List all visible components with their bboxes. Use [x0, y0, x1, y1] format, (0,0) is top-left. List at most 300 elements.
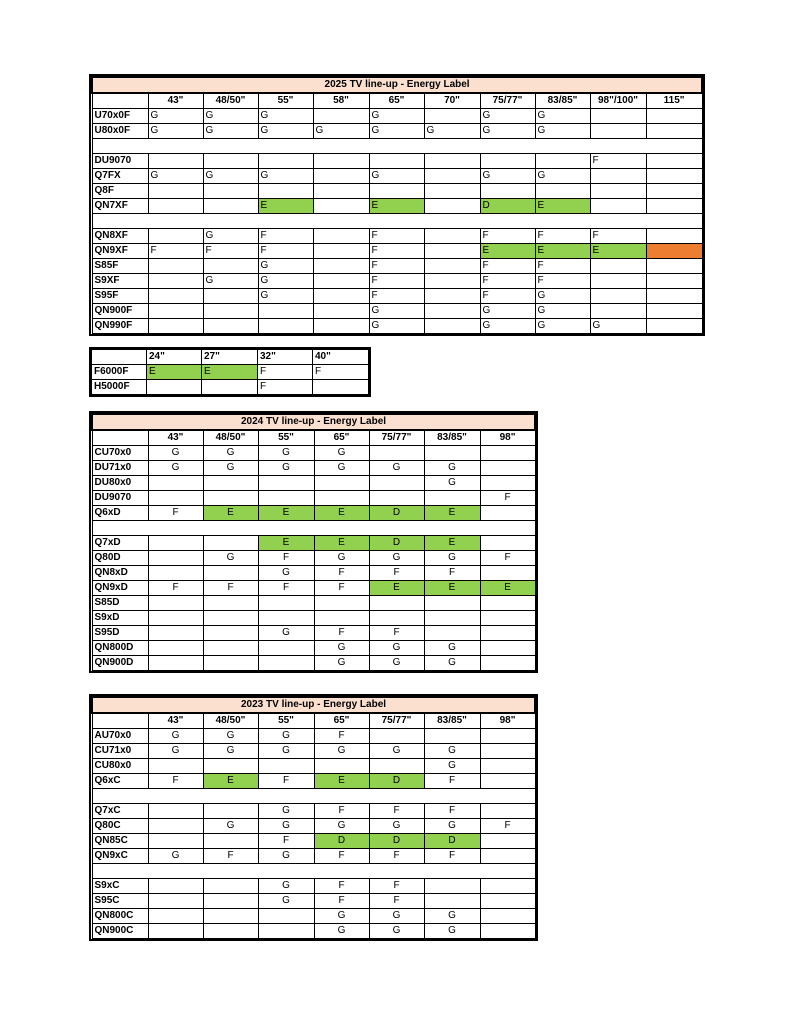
model-name: Q80D: [92, 551, 148, 566]
energy-class-cell: F: [314, 729, 369, 744]
separator-cell: [92, 521, 535, 536]
energy-class-cell: [480, 611, 535, 626]
energy-class-cell: [148, 304, 203, 319]
energy-class-cell: F: [480, 229, 535, 244]
separator-row: [92, 139, 702, 154]
table-row: [92, 274, 702, 289]
energy-class-cell: G: [258, 849, 314, 864]
energy-class-cell: [369, 446, 424, 461]
energy-class-cell: F: [258, 551, 314, 566]
model-name: QN8xD: [92, 566, 148, 581]
energy-class-cell: [424, 626, 480, 641]
energy-class-cell: F: [369, 244, 424, 259]
energy-class-cell: [313, 289, 369, 304]
energy-class-cell: [424, 289, 480, 304]
table-row: [92, 656, 535, 671]
energy-class-cell: E: [369, 199, 424, 214]
model-name: Q6xC: [92, 774, 148, 789]
energy-class-cell: G: [535, 169, 590, 184]
energy-class-cell: [203, 656, 258, 671]
energy-class-cell: G: [424, 124, 480, 139]
energy-class-cell: D: [369, 774, 424, 789]
energy-class-cell: G: [148, 446, 203, 461]
energy-class-cell: [148, 656, 203, 671]
energy-class-cell: [424, 894, 480, 909]
energy-class-cell: G: [369, 551, 424, 566]
energy-class-cell: [313, 244, 369, 259]
energy-class-cell: [314, 596, 369, 611]
energy-class-cell: [590, 304, 646, 319]
energy-class-cell: G: [258, 289, 313, 304]
model-name: QN9xC: [92, 849, 148, 864]
energy-class-cell: [313, 154, 369, 169]
energy-class-cell: [480, 834, 535, 849]
energy-class-cell: F: [369, 804, 424, 819]
energy-class-cell: [313, 380, 369, 395]
energy-class-cell: [313, 319, 369, 334]
energy-class-cell: G: [424, 819, 480, 834]
model-name: DU9070: [92, 154, 148, 169]
energy-class-cell: [369, 759, 424, 774]
energy-class-cell: E: [314, 774, 369, 789]
energy-class-cell: G: [148, 849, 203, 864]
energy-class-cell: G: [258, 819, 314, 834]
energy-class-cell: [203, 641, 258, 656]
energy-class-cell: G: [424, 924, 480, 939]
column-header: 70": [424, 93, 480, 109]
energy-class-cell: F: [258, 834, 314, 849]
energy-class-cell: [313, 259, 369, 274]
energy-class-cell: G: [258, 169, 313, 184]
table-row: [92, 259, 702, 274]
energy-class-cell: G: [314, 461, 369, 476]
column-header: 43": [148, 430, 203, 446]
energy-class-cell: [203, 154, 258, 169]
model-name: QN900C: [92, 924, 148, 939]
energy-class-cell: F: [314, 879, 369, 894]
energy-class-cell: G: [203, 124, 258, 139]
energy-class-cell: G: [258, 109, 313, 124]
energy-class-cell: F: [535, 274, 590, 289]
energy-class-cell: G: [258, 626, 314, 641]
table-row: [92, 774, 535, 789]
table-row: [92, 491, 535, 506]
energy-class-cell: [148, 551, 203, 566]
model-name: S85D: [92, 596, 148, 611]
energy-class-cell: F: [590, 229, 646, 244]
energy-class-cell: [313, 229, 369, 244]
model-name: DU9070: [92, 491, 148, 506]
energy-class-cell: F: [480, 274, 535, 289]
model-name: QN9xD: [92, 581, 148, 596]
energy-class-cell: G: [590, 319, 646, 334]
energy-class-cell: [313, 109, 369, 124]
energy-class-cell: F: [590, 154, 646, 169]
energy-class-cell: [480, 506, 535, 521]
energy-class-cell: [590, 259, 646, 274]
energy-class-cell: G: [258, 744, 314, 759]
energy-class-cell: [203, 304, 258, 319]
energy-class-cell: G: [148, 169, 203, 184]
energy-class-cell: [424, 446, 480, 461]
energy-class-cell: E: [480, 244, 535, 259]
table-row: [92, 581, 535, 596]
energy-class-cell: E: [258, 199, 313, 214]
energy-class-cell: G: [535, 109, 590, 124]
table-row: [92, 924, 535, 939]
energy-class-cell: [148, 229, 203, 244]
energy-class-cell: F: [369, 849, 424, 864]
energy-class-cell: [480, 461, 535, 476]
energy-class-cell: [203, 804, 258, 819]
energy-class-cell: F: [369, 566, 424, 581]
energy-class-cell: [148, 909, 203, 924]
energy-class-cell: [203, 924, 258, 939]
energy-class-cell: G: [148, 744, 203, 759]
energy-class-cell: F: [369, 274, 424, 289]
energy-class-cell: E: [424, 536, 480, 551]
energy-class-cell: G: [535, 289, 590, 304]
energy-class-cell: G: [424, 461, 480, 476]
energy-class-cell: E: [202, 365, 258, 380]
energy-class-cell: [203, 289, 258, 304]
energy-class-cell: [369, 154, 424, 169]
table-row: [92, 319, 702, 334]
energy-class-cell: F: [535, 229, 590, 244]
energy-class-cell: [148, 641, 203, 656]
energy-class-cell: [535, 154, 590, 169]
energy-class-cell: [148, 759, 203, 774]
model-name: S9XF: [92, 274, 148, 289]
energy-class-cell: F: [314, 581, 369, 596]
table-row: [92, 729, 535, 744]
model-name: Q7xD: [92, 536, 148, 551]
table-row: [92, 380, 369, 395]
energy-class-cell: [424, 611, 480, 626]
energy-class-cell: [480, 446, 535, 461]
energy-class-cell: G: [258, 879, 314, 894]
energy-class-cell: E: [369, 581, 424, 596]
energy-class-cell: F: [424, 849, 480, 864]
model-name: CU71x0: [92, 744, 148, 759]
energy-class-cell: [203, 319, 258, 334]
energy-class-cell: [148, 154, 203, 169]
model-name: H5000F: [92, 380, 147, 395]
table-row: [92, 536, 535, 551]
column-header: 75/77": [480, 93, 535, 109]
energy-class-cell: G: [203, 744, 258, 759]
energy-class-cell: D: [369, 506, 424, 521]
energy-class-cell: [148, 566, 203, 581]
energy-class-cell: G: [258, 461, 314, 476]
energy-class-cell: [258, 476, 314, 491]
energy-class-cell: G: [369, 924, 424, 939]
energy-class-cell: G: [424, 641, 480, 656]
energy-class-cell: [480, 759, 535, 774]
separator-cell: [92, 789, 535, 804]
model-name: Q7FX: [92, 169, 148, 184]
energy-class-cell: [148, 924, 203, 939]
energy-class-cell: [147, 380, 202, 395]
energy-class-cell: [258, 611, 314, 626]
energy-class-cell: [646, 244, 702, 259]
energy-class-cell: [148, 199, 203, 214]
model-name: S85F: [92, 259, 148, 274]
energy-class-cell: E: [314, 506, 369, 521]
energy-table-2: [91, 413, 536, 671]
energy-class-cell: G: [369, 744, 424, 759]
energy-class-cell: E: [203, 774, 258, 789]
table-row: [92, 611, 535, 626]
energy-class-cell: F: [258, 774, 314, 789]
energy-class-cell: [203, 909, 258, 924]
energy-class-cell: D: [369, 834, 424, 849]
model-name: CU70x0: [92, 446, 148, 461]
energy-table-3: [91, 696, 536, 939]
model-name: CU80x0: [92, 759, 148, 774]
column-header: 75/77": [369, 430, 424, 446]
table-title: 2025 TV line-up - Energy Label: [92, 77, 702, 93]
energy-class-cell: [646, 199, 702, 214]
energy-class-cell: F: [148, 581, 203, 596]
model-name: S95F: [92, 289, 148, 304]
table-row: [92, 551, 535, 566]
separator-row: [92, 521, 535, 536]
energy-class-cell: G: [314, 744, 369, 759]
energy-class-cell: [590, 109, 646, 124]
energy-class-cell: F: [148, 244, 203, 259]
separator-row: [92, 214, 702, 229]
energy-class-cell: [590, 199, 646, 214]
energy-class-cell: [480, 184, 535, 199]
energy-class-cell: [203, 259, 258, 274]
energy-class-cell: E: [424, 506, 480, 521]
energy-class-cell: E: [203, 506, 258, 521]
model-name: QN8XF: [92, 229, 148, 244]
energy-class-cell: D: [369, 536, 424, 551]
energy-class-cell: [480, 894, 535, 909]
energy-class-cell: [258, 909, 314, 924]
table-row: [92, 744, 535, 759]
column-header: 27": [202, 350, 258, 365]
energy-class-cell: [480, 849, 535, 864]
energy-class-cell: F: [258, 581, 314, 596]
table-row: [92, 894, 535, 909]
table-row: [92, 446, 535, 461]
energy-class-cell: [480, 774, 535, 789]
energy-class-cell: D: [480, 199, 535, 214]
energy-class-cell: [203, 476, 258, 491]
energy-class-cell: F: [424, 566, 480, 581]
column-header: 48/50": [203, 93, 258, 109]
column-header: 55": [258, 430, 314, 446]
energy-class-cell: F: [314, 849, 369, 864]
energy-class-cell: [148, 894, 203, 909]
energy-class-cell: [424, 491, 480, 506]
table-row: [92, 289, 702, 304]
energy-class-cell: [424, 184, 480, 199]
energy-class-cell: G: [203, 109, 258, 124]
energy-class-cell: G: [203, 229, 258, 244]
model-name: QN900D: [92, 656, 148, 671]
column-header: 65": [369, 93, 424, 109]
table-row: [92, 304, 702, 319]
energy-class-cell: E: [424, 581, 480, 596]
energy-class-cell: G: [203, 819, 258, 834]
energy-class-cell: F: [258, 229, 313, 244]
energy-class-cell: G: [258, 446, 314, 461]
table-row: [92, 184, 702, 199]
energy-class-cell: E: [590, 244, 646, 259]
table-row: [92, 461, 535, 476]
energy-class-cell: [203, 536, 258, 551]
column-header: 115": [646, 93, 702, 109]
energy-class-cell: E: [147, 365, 202, 380]
energy-class-cell: G: [314, 656, 369, 671]
energy-class-cell: [258, 491, 314, 506]
energy-class-cell: [313, 184, 369, 199]
energy-class-cell: [148, 536, 203, 551]
energy-class-cell: G: [258, 729, 314, 744]
energy-class-cell: [590, 289, 646, 304]
energy-class-cell: [480, 656, 535, 671]
column-header: 40": [313, 350, 369, 365]
energy-class-cell: [646, 109, 702, 124]
energy-class-cell: F: [258, 244, 313, 259]
column-header: [92, 713, 148, 729]
column-header: 55": [258, 713, 314, 729]
model-name: S95C: [92, 894, 148, 909]
energy-class-cell: [314, 611, 369, 626]
energy-class-cell: F: [203, 849, 258, 864]
separator-cell: [92, 139, 702, 154]
table-row: [92, 804, 535, 819]
energy-class-cell: F: [480, 491, 535, 506]
model-name: Q6xD: [92, 506, 148, 521]
energy-class-cell: E: [535, 244, 590, 259]
energy-class-cell: G: [369, 656, 424, 671]
energy-class-cell: [148, 596, 203, 611]
column-header: 98": [480, 430, 535, 446]
energy-class-cell: [646, 274, 702, 289]
header-row: [92, 430, 535, 446]
energy-class-cell: [480, 566, 535, 581]
model-name: QN7XF: [92, 199, 148, 214]
table-title: 2024 TV line-up - Energy Label: [92, 414, 535, 430]
energy-class-cell: F: [148, 506, 203, 521]
column-header: 83/85": [535, 93, 590, 109]
model-name: S9xC: [92, 879, 148, 894]
model-name: QN990F: [92, 319, 148, 334]
column-header: 83/85": [424, 430, 480, 446]
energy-class-cell: [258, 656, 314, 671]
energy-class-cell: F: [369, 879, 424, 894]
table-row: [92, 909, 535, 924]
energy-class-cell: [424, 169, 480, 184]
energy-class-cell: [203, 834, 258, 849]
table-row: [92, 124, 702, 139]
energy-class-cell: G: [369, 909, 424, 924]
model-name: QN800C: [92, 909, 148, 924]
energy-class-cell: G: [148, 124, 203, 139]
energy-class-cell: G: [424, 759, 480, 774]
energy-class-cell: F: [480, 289, 535, 304]
energy-class-cell: [314, 476, 369, 491]
table-row: [92, 626, 535, 641]
energy-class-cell: [203, 626, 258, 641]
energy-class-cell: [590, 124, 646, 139]
energy-class-cell: [148, 184, 203, 199]
energy-class-cell: G: [480, 109, 535, 124]
energy-class-cell: [148, 259, 203, 274]
table-row: [92, 229, 702, 244]
table-row: [92, 641, 535, 656]
energy-class-cell: [424, 154, 480, 169]
energy-class-cell: F: [480, 259, 535, 274]
energy-class-cell: [313, 274, 369, 289]
energy-class-cell: [203, 879, 258, 894]
energy-class-cell: [203, 596, 258, 611]
column-header: 83/85": [424, 713, 480, 729]
energy-class-cell: [258, 304, 313, 319]
energy-class-cell: F: [258, 380, 313, 395]
energy-class-cell: [369, 476, 424, 491]
separator-cell: [92, 214, 702, 229]
model-name: QN800D: [92, 641, 148, 656]
energy-class-cell: [646, 319, 702, 334]
energy-class-cell: G: [148, 461, 203, 476]
energy-class-cell: G: [480, 304, 535, 319]
energy-class-cell: G: [369, 124, 424, 139]
energy-class-cell: [258, 759, 314, 774]
energy-class-cell: [480, 626, 535, 641]
column-header: 32": [258, 350, 313, 365]
energy-class-cell: [148, 476, 203, 491]
energy-class-cell: [646, 124, 702, 139]
model-name: DU71x0: [92, 461, 148, 476]
energy-class-cell: [369, 596, 424, 611]
energy-table-0: [91, 76, 703, 334]
energy-class-cell: G: [424, 909, 480, 924]
energy-class-cell: [313, 169, 369, 184]
table-row: [92, 476, 535, 491]
energy-class-cell: [646, 304, 702, 319]
column-header: 75/77": [369, 713, 424, 729]
energy-class-cell: E: [535, 199, 590, 214]
energy-class-cell: [314, 759, 369, 774]
energy-class-cell: [203, 491, 258, 506]
energy-class-cell: [480, 804, 535, 819]
energy-class-cell: [424, 319, 480, 334]
table-row: [92, 506, 535, 521]
table-row: [92, 244, 702, 259]
energy-class-cell: [148, 819, 203, 834]
energy-class-cell: F: [369, 229, 424, 244]
energy-class-cell: F: [314, 626, 369, 641]
energy-class-cell: G: [203, 446, 258, 461]
energy-class-cell: E: [258, 506, 314, 521]
energy-class-cell: G: [203, 551, 258, 566]
energy-class-cell: [258, 641, 314, 656]
energy-class-cell: [369, 611, 424, 626]
energy-class-cell: [480, 729, 535, 744]
energy-class-cell: G: [258, 804, 314, 819]
column-header: 65": [314, 713, 369, 729]
energy-class-cell: [480, 744, 535, 759]
energy-class-cell: G: [424, 744, 480, 759]
table-row: [92, 596, 535, 611]
energy-class-cell: [258, 154, 313, 169]
